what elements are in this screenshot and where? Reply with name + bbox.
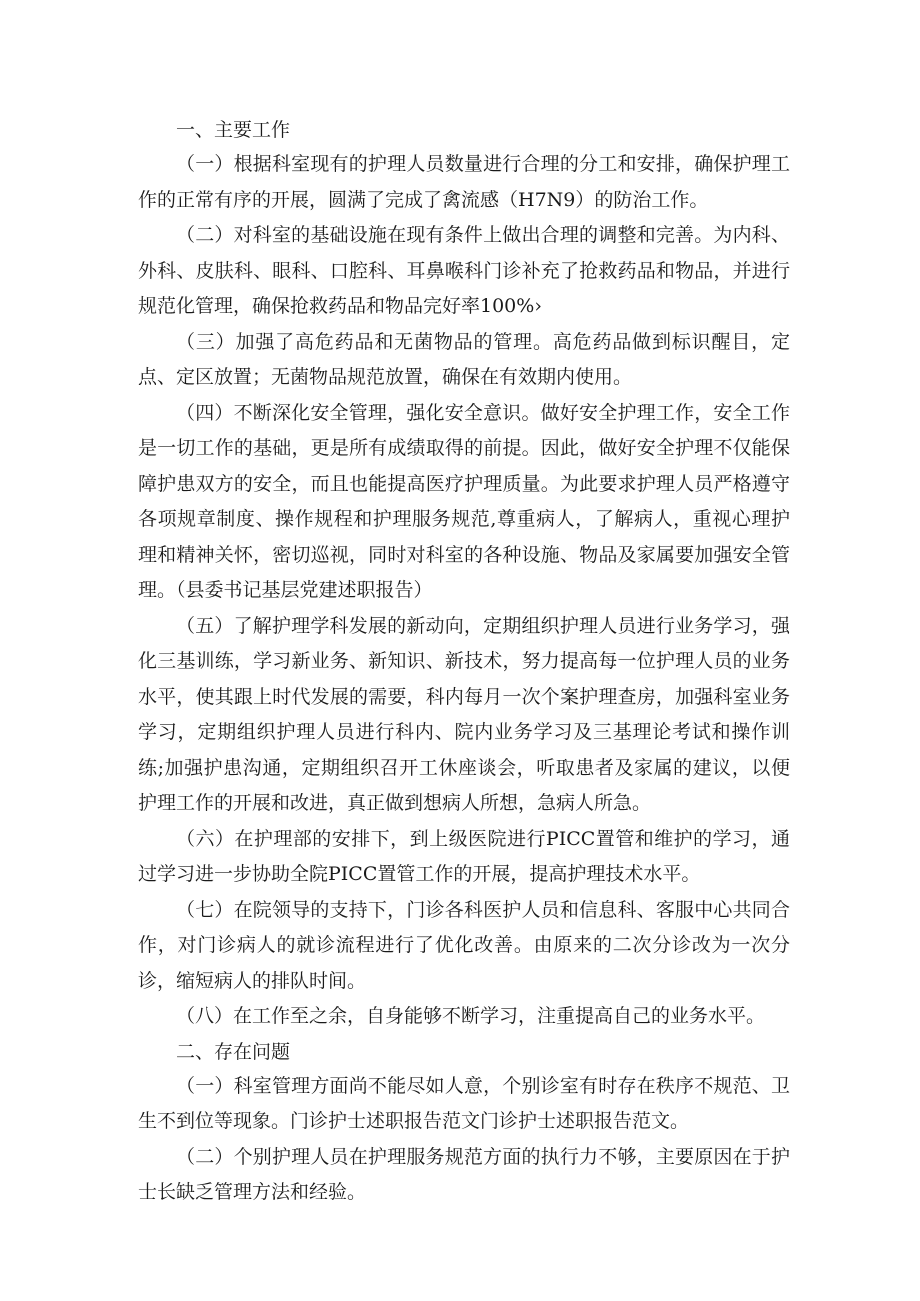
problem-paragraph-2: （二）个别护理人员在护理服务规范方面的执行力不够，主要原因在于护士长缺乏管理方法和经验。 (138, 1145, 790, 1203)
paragraph-6: （六）在护理部的安排下，到上级医院进行PICC置管和维护的学习，通过学习进一步协助全院PICC置管工作的开展，提高护理技术水平。 (138, 827, 790, 885)
paragraph-8: （八）在工作至之余，自身能够不断学习，注重提高自己的业务水平。 (176, 1005, 766, 1027)
paragraph-7: （七）在院领导的支持下，门诊各科医护人员和信息科、客服中心共同合作，对门诊病人的就诊流程进行了优化改善。由原来的二次分诊改为一次分诊，缩短病人的排队时间。 (138, 898, 790, 992)
section-heading-main-work: 一、主要工作 (176, 119, 291, 141)
paragraph-3: （三）加强了高危药品和无菌物品的管理。高危药品做到标识醒目，定点、定区放置；无菌物品规范放置，确保在有效期内使用。 (138, 330, 790, 388)
paragraph-5: （五）了解护理学科发展的新动向，定期组织护理人员进行业务学习，强化三基训练，学习新业务、新知识、新技术，努力提高每一位护理人员的业务水平，使其跟上时代发展的需要，科内每月一次个案护理查房，加强科室业务学习，定期组织护理人员进行科内、院内业务学习及三基理论考试和操作训练;加强护患沟通，定期组织召开工休座谈会，听取患者及家属的建议，以便护理工作的开展和改进，真正做到想病人所想，急病人所急。 (138, 614, 790, 814)
problem-paragraph-1: （一）科室管理方面尚不能尽如人意，个别诊室有时存在秩序不规范、卫生不到位等现象。门诊护士述职报告范文门诊护士述职报告范文。 (138, 1074, 790, 1132)
paragraph-4: （四）不断深化安全管理，强化安全意识。做好安全护理工作，安全工作是一切工作的基础，更是所有成绩取得的前提。因此，做好安全护理不仅能保障护患双方的安全，而且也能提高医疗护理质量。为此要求护理人员严格遵守各项规章制度、操作规程和护理服务规范,尊重病人，了解病人，重视心理护理和精神关怀，密切巡视，同时对科室的各种设施、物品及家属要加强安全管理。（县委书记基层党建述职报告） (138, 401, 790, 601)
document-page (138, 113, 790, 1213)
paragraph-1: （一）根据科室现有的护理人员数量进行合理的分工和安排，确保护理工作的正常有序的开展，圆满了完成了禽流感（H7N9）的防治工作。 (138, 153, 790, 211)
paragraph-2: （二）对科室的基础设施在现有条件上做出合理的调整和完善。为内科、外科、皮肤科、眼科、口腔科、耳鼻喉科门诊补充了抢救药品和物品，并进行规范化管理，确保抢救药品和物品完好率100%› (138, 224, 790, 317)
section-heading-problems: 二、存在问题 (176, 1040, 291, 1063)
